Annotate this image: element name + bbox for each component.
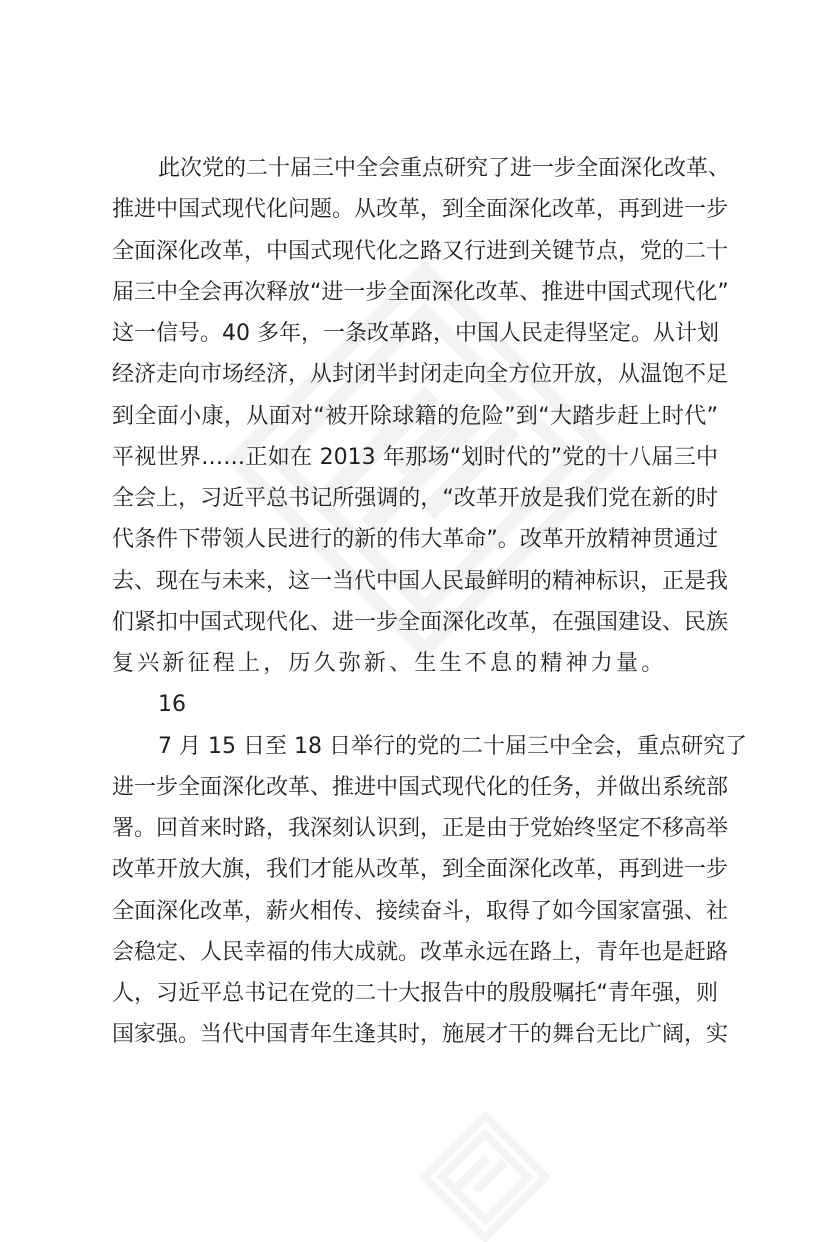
paragraph-2 <box>112 726 747 1056</box>
text-line: 进一步全面深化改革、推进中国式现代化的任务，并做出系统部 <box>112 774 729 800</box>
document-body <box>112 148 747 1056</box>
text-line: 代条件下带领人民进行的新的伟大革命”。改革开放精神贯通过 <box>112 527 718 553</box>
text-line: 国家强。当代中国青年生逢其时，施展才干的舞台无比广阔，实 <box>112 1022 729 1048</box>
text-line: 平视世界……正如在 2013 年那场“划时代的”党的十八届三中 <box>112 444 718 470</box>
text-line: 去、现在与未来，这一当代中国人民最鲜明的精神标识，正是我 <box>112 568 729 594</box>
watermark-logo-bottom-icon <box>420 1112 550 1242</box>
text-line: 这一信号。40 多年，一条改革路，中国人民走得坚定。从计划 <box>112 321 719 346</box>
text-line: 改革开放大旗，我们才能从改革，到全面深化改革，再到进一步 <box>112 857 729 883</box>
text-line: 复兴新征程上，历久弥新、生生不息的精神力量。 <box>112 651 667 676</box>
section-number-text: 16 <box>158 692 186 718</box>
text-line: 人，习近平总书记在党的二十大报告中的殷殷嘱托“青年强，则 <box>112 981 718 1006</box>
text-line: 经济走向市场经济，从封闭半封闭走向全方位开放，从温饱不足 <box>112 362 729 388</box>
text-line: 署。回首来时路，我深刻认识到，正是由于党始终坚定不移高举 <box>112 816 729 841</box>
text-line: 到全面小康，从面对“被开除球籍的危险”到“大踏步赶上时代” <box>112 403 718 429</box>
text-line: 全会上，习近平总书记所强调的，“改革开放是我们党在新的时 <box>112 486 718 511</box>
paragraph-1 <box>112 148 731 684</box>
text-line: 全面深化改革，中国式现代化之路又行进到关键节点，党的二十 <box>112 238 729 264</box>
section-number <box>112 684 718 725</box>
text-line: 会稳定、人民幸福的伟大成就。改革永远在路上，青年也是赶路 <box>112 939 729 965</box>
text-line: 全面深化改革，薪火相传、接续奋斗，取得了如今国家富强、社 <box>112 898 729 924</box>
text-line: 届三中全会再次释放“进一步全面深化改革、推进中国式现代化” <box>112 279 729 305</box>
text-line: 7 月 15 日至 18 日举行的党的二十届三中全会，重点研究了 <box>158 733 747 759</box>
text-line: 此次党的二十届三中全会重点研究了进一步全面深化改革、 <box>158 156 731 181</box>
text-line: 推进中国式现代化问题。从改革，到全面深化改革，再到进一步 <box>112 197 729 223</box>
text-line: 们紧扣中国式现代化、进一步全面深化改革，在强国建设、民族 <box>112 609 729 635</box>
